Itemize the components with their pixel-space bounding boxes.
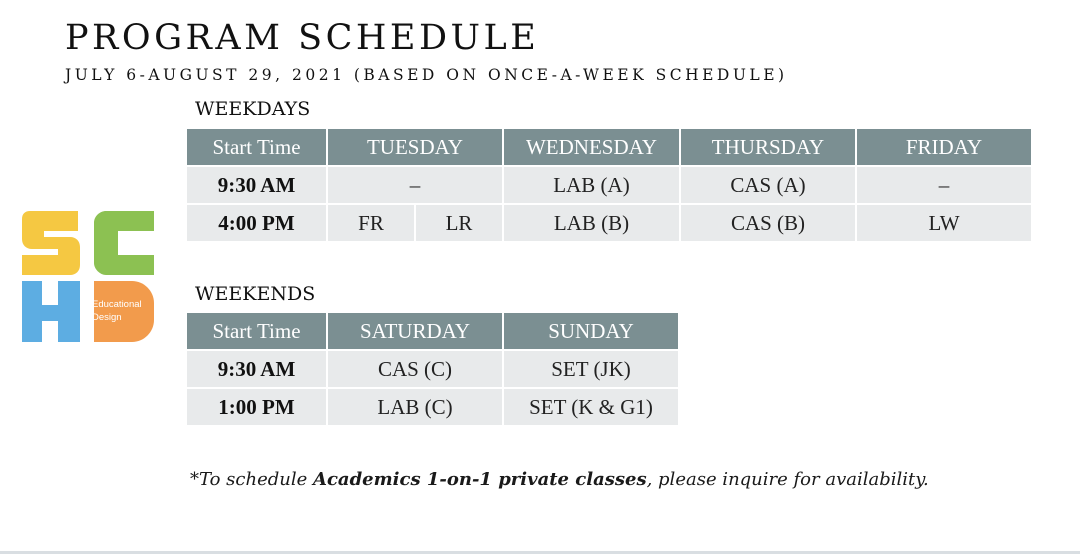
friday-cell: LW	[857, 205, 1031, 241]
thursday-cell: CAS (B)	[681, 205, 855, 241]
start-time-cell: 1:00 PM	[187, 389, 326, 425]
tuesday-cell-b: LR	[416, 205, 502, 241]
logo-text-line2: Design	[92, 312, 122, 323]
footnote-suffix: , please inquire for availability.	[646, 469, 929, 490]
footnote-prefix: *To schedule	[190, 469, 313, 490]
weekday-schedule-table	[185, 127, 1033, 243]
saturday-cell: CAS (C)	[328, 351, 502, 387]
sunday-cell: SET (K & G1)	[504, 389, 678, 425]
logo-text-line1: Educational	[92, 299, 142, 310]
sunday-cell: SET (JK)	[504, 351, 678, 387]
availability-footnote	[190, 469, 929, 490]
thursday-cell: CAS (A)	[681, 167, 855, 203]
table-row	[187, 205, 1031, 241]
tuesday-cell: –	[328, 167, 502, 203]
table-row	[187, 167, 1031, 203]
column-header-start-time: Start Time	[187, 129, 326, 165]
schd-logo	[22, 211, 154, 342]
weekend-schedule-table	[185, 311, 680, 427]
column-header-sunday: SUNDAY	[504, 313, 678, 349]
column-header-wednesday: WEDNESDAY	[504, 129, 679, 165]
start-time-cell: 9:30 AM	[187, 351, 326, 387]
table-row	[187, 351, 678, 387]
page-title: PROGRAM SCHEDULE	[65, 18, 540, 58]
wednesday-cell: LAB (A)	[504, 167, 679, 203]
column-header-thursday: THURSDAY	[681, 129, 855, 165]
table-header-row	[187, 313, 678, 349]
table-row	[187, 389, 678, 425]
friday-cell: –	[857, 167, 1031, 203]
page-subtitle: JULY 6-AUGUST 29, 2021 (BASED ON ONCE-A-WEEK SCHEDULE)	[65, 66, 788, 84]
column-header-saturday: SATURDAY	[328, 313, 502, 349]
weekdays-heading: WEEKDAYS	[195, 98, 311, 120]
table-header-row	[187, 129, 1031, 165]
weekends-heading: WEEKENDS	[195, 283, 316, 305]
footnote-emphasis: Academics 1-on-1 private classes	[312, 469, 647, 490]
column-header-friday: FRIDAY	[857, 129, 1031, 165]
saturday-cell: LAB (C)	[328, 389, 502, 425]
start-time-cell: 4:00 PM	[187, 205, 326, 241]
column-header-tuesday: TUESDAY	[328, 129, 502, 165]
start-time-cell: 9:30 AM	[187, 167, 326, 203]
tuesday-cell-a: FR	[328, 205, 414, 241]
wednesday-cell: LAB (B)	[504, 205, 679, 241]
column-header-start-time: Start Time	[187, 313, 326, 349]
